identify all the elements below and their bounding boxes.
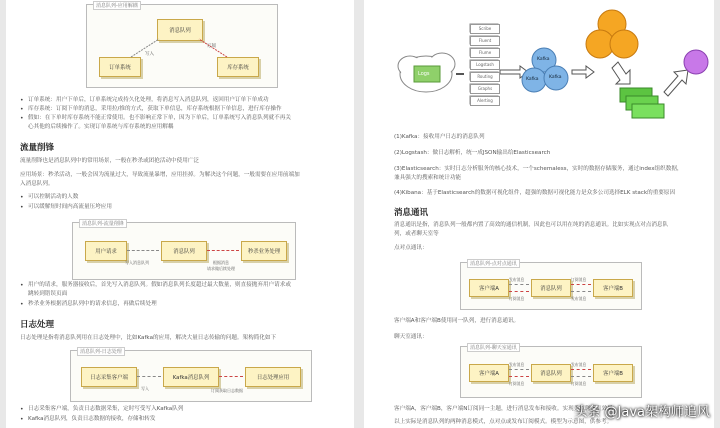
paragraph: 客户端A和客户端B使用同一队列，进行消息通讯。 — [394, 318, 520, 324]
bullet-text: 库存系统：订阅下单的消息，采用拉/推的方式，获取下单信息，库存系统根据下单信息，进行库存操作 — [28, 106, 282, 112]
paragraph: 消息通讯是指，消息队列一般都内置了高效的通信机制，因此也可以用在纯的消息通讯。比如实现点对点消息队 — [394, 222, 669, 228]
mq-box: 消息队列 — [157, 19, 203, 41]
section-title-messaging: 消息通讯 — [394, 208, 429, 218]
paragraph: 列，或者聊天室等 — [394, 231, 439, 237]
arrow-label: 根据消息 — [213, 260, 229, 265]
bullet-text: 日志采集客户端，负责日志数据采集，定时写受写入Kafka队列 — [28, 406, 184, 412]
arrow-label: 发布消息 — [571, 296, 587, 301]
list-item: (2)Logstash：做日志解析，统一成JSON输出给Elasticsearch — [394, 150, 551, 156]
arrow-line — [207, 250, 239, 251]
arrow-label: 发布消息 — [509, 362, 525, 367]
logs-label: Logs — [418, 71, 430, 77]
log-app-box: 日志处理应用 — [245, 367, 301, 387]
stock-system-box: 库存系统 — [217, 57, 259, 77]
stack-label: Routing — [470, 72, 500, 82]
bullet-text: 订单系统：用户下单后，订单系统完成持久化处理，将消息写入消息队列，返回用户订单下单成功 — [28, 97, 269, 103]
section-title-traffic: 流量削锋 — [20, 143, 55, 153]
arrow-line — [509, 291, 529, 292]
logstash-circle — [610, 30, 638, 58]
arrow-label: 订阅获取日志数据 — [211, 388, 243, 393]
paragraph: 日志处理是指将消息队列用在日志处理中，比如Kafka的应用，解决大量日志传输的问题。架构简化如下 — [20, 335, 277, 341]
arrow-label-write: 写入 — [145, 52, 154, 57]
diagram-arrows — [87, 5, 277, 87]
watermark: 头条 @Java架构师追风 — [574, 405, 710, 420]
bullet-dot: • — [20, 406, 24, 413]
list-item: (4)Kibana：基于Elasticsearch的数据可视化组件，超强的数据可视化能力是众多公司选择ELK stack的重要原因 — [394, 190, 676, 196]
order-system-box: 订单系统 — [99, 57, 141, 77]
arrow-label: 请求做后续处理 — [207, 266, 235, 271]
diagram-traffic-peak — [72, 222, 296, 280]
bullet-dot: • — [20, 115, 24, 122]
bullet-dot: • — [20, 97, 24, 104]
bullet-text: 假如：在下单时库存系统不能正常使用。也不影响正常下单，因为下单后，订单系统写入消息队列就不再关 — [28, 115, 291, 121]
arrow-line — [219, 376, 243, 377]
kafka-box: Kafka消息队列 — [163, 367, 219, 387]
arrow-line — [509, 284, 529, 285]
mq-box: 消息队列 — [531, 364, 571, 382]
seckill-box: 秒杀业务处理 — [241, 241, 287, 261]
paragraph: 应用场景：秒杀活动，一般会因为流量过大，导致流量暴增，应用挂掉。为解决这个问题，一般需要在应用前端加 — [20, 172, 300, 178]
stack-label: Graphs — [470, 84, 500, 94]
bullet-text: 秒杀业务根据消息队列中的请求信息，再做后续处理 — [28, 301, 157, 307]
arrow-down-icon — [612, 62, 630, 84]
bullet-dot: • — [20, 204, 24, 211]
arrow-line — [137, 376, 161, 377]
bullet-text: 用户的请求，服务器接收后，首先写入消息队列。假如消息队列长度超过最大数量，则直接抛弃用户请求或 — [28, 282, 291, 288]
arrow-label: 发布消息 — [509, 277, 525, 282]
log-client-box: 日志采集客户端 — [81, 367, 137, 387]
mq-box: 消息队列 — [161, 241, 207, 261]
bullet-dot: • — [20, 194, 24, 201]
arrow-right-icon — [572, 66, 594, 78]
diagram-label: 消息队列-日志处理 — [77, 347, 125, 356]
arrow-up-right-icon — [664, 70, 688, 96]
arrow-line — [509, 376, 529, 377]
mq-box: 消息队列 — [531, 279, 571, 297]
arrow-line — [571, 376, 591, 377]
diagram-log-processing — [70, 350, 312, 402]
bullet-text: Kafka消息队列，负责日志数据的接收，存储和转发 — [28, 416, 156, 422]
list-item: (3)Elasticsearch：实时日志分析服务的核心技术，一个schemaless，实时的数据存储服务，通过index组织数据， — [394, 166, 683, 172]
kafka-label: Kafka — [526, 77, 539, 82]
section-title-log: 日志处理 — [20, 320, 55, 330]
right-page — [364, 0, 714, 428]
diagram-app-decoupling — [86, 4, 278, 88]
kafka-label: Kafka — [549, 75, 562, 80]
list-item: (1)Kafka：接收用户日志的消息队列 — [394, 134, 485, 140]
list-item: 兼具强大的搜索和统计功能 — [394, 175, 462, 181]
bullet-dot: • — [20, 282, 24, 289]
paragraph: 聊天室通讯： — [394, 334, 428, 340]
bullet-text: 可以控制活动的人数 — [28, 194, 79, 200]
client-b-box: 客户端B — [593, 279, 633, 297]
user-request-box: 用户请求 — [85, 241, 127, 261]
bullet-text: 可以缓解短时间内高流量压垮应用 — [28, 204, 112, 210]
paragraph: 入消息队列。 — [20, 181, 54, 187]
diagram-label: 消息队列-点对点通讯 — [467, 259, 520, 268]
diagram-p2p — [460, 262, 642, 310]
es-box — [632, 104, 664, 118]
arrow-label: 订阅消息 — [571, 277, 587, 282]
left-page — [6, 0, 354, 428]
kibana-circle — [684, 50, 708, 74]
stack-label: Fluent — [470, 36, 500, 46]
client-a-box: 客户端A — [469, 279, 509, 297]
bullet-text: 心其他的后续操作了。实现订单系统与库存系统的应用解耦 — [28, 124, 174, 130]
arrow-line — [127, 250, 159, 251]
arrow-label: 订阅消息 — [509, 296, 525, 301]
paragraph: 以上实际是消息队列的两种消息模式，点对点或发布订阅模式。模型为示意图，供参考。 — [394, 419, 613, 425]
arrow-label: 订阅消息 — [571, 381, 587, 386]
arrow-line — [571, 284, 591, 285]
arrow-line — [571, 291, 591, 292]
bullet-dot: • — [20, 416, 24, 423]
arrow-line — [509, 369, 529, 370]
kafka-label: Kafka — [537, 57, 550, 62]
paragraph: 流量削锋也是消息队列中的常用场景，一般在秒杀或团抢活动中使用广泛 — [20, 158, 200, 164]
stack-label: Alerting — [470, 96, 500, 106]
diagram-label: 消息队列-应用解耦 — [93, 1, 141, 10]
arrow-label: 写入消息队列 — [125, 260, 149, 265]
diagram-label: 消息队列-聊天室通讯 — [467, 343, 520, 352]
bullet-dot: • — [20, 106, 24, 113]
diagram-chatroom — [460, 346, 642, 398]
bullet-text: 跳转到错误页面 — [28, 291, 68, 297]
client-a-box: 客户端A — [469, 364, 509, 382]
arrow-line — [571, 369, 591, 370]
client-b-box: 客户端B — [593, 364, 633, 382]
arrow-label-subscribe: 订阅 — [207, 44, 216, 49]
stack-label: Flume — [470, 48, 500, 58]
diagram-label: 消息队列-流量削锋 — [79, 219, 127, 228]
arrow-label: 发布消息 — [571, 362, 587, 367]
stack-label: Scribe — [470, 24, 500, 34]
arrow-label: 订阅消息 — [509, 381, 525, 386]
paragraph: 客户端A，客户端B，客户端N订阅同一主题，进行消息发布和接收。实现类似聊天室效果。 — [394, 406, 619, 412]
paragraph: 点对点通讯： — [394, 245, 428, 251]
stack-label: Logstash — [470, 60, 500, 70]
arrow-label: 写入 — [141, 386, 149, 391]
bullet-dot: • — [20, 301, 24, 308]
